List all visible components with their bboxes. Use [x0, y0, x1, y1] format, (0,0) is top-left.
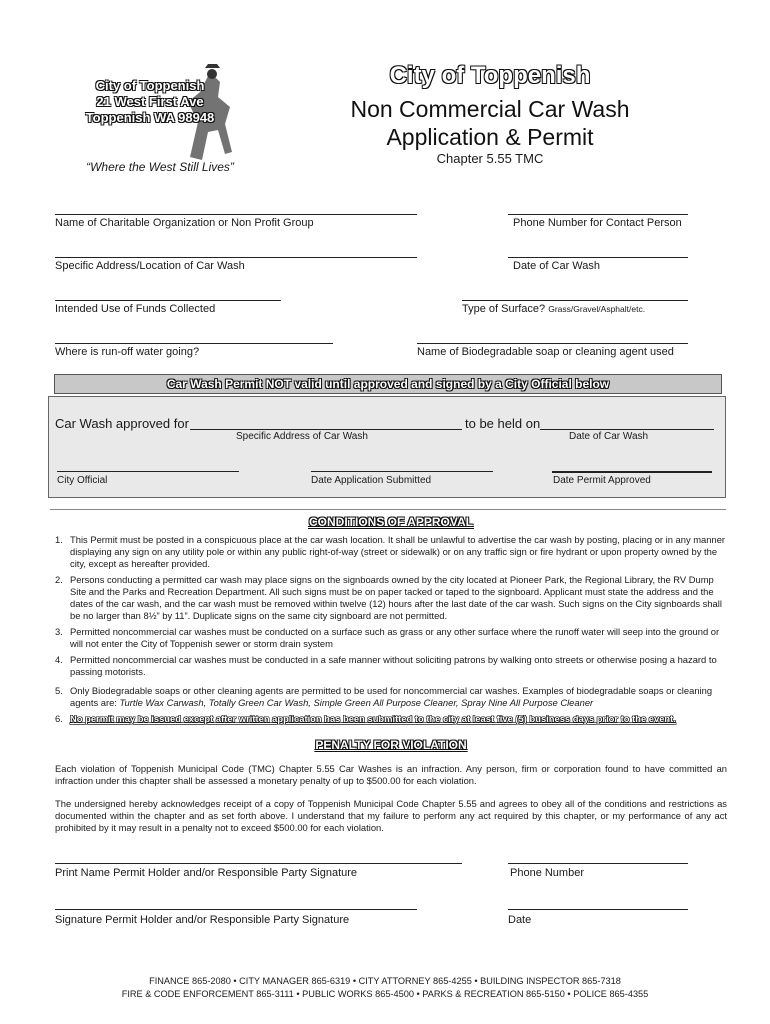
surface-label — [462, 303, 645, 315]
form-title-line-2: Application & Permit — [386, 124, 594, 150]
date-field[interactable] — [508, 257, 688, 258]
condition-number: 1. — [55, 534, 63, 545]
address-line-1: City of Toppenish — [95, 78, 205, 93]
condition-item — [55, 574, 727, 622]
city-official-field[interactable] — [57, 471, 239, 472]
condition-text: This Permit must be posted in a conspicuous place at the car wash location. It shall be unlawful to advertise the car wash by posting, placing or in any manner displaying any sign on any utility pole or within any public right-of-way (street or sidewalk) or on any traffic sign or fire hydrant or upon property owned by the city, except as hereafter provided. — [70, 534, 726, 569]
address-line-3: Toppenish WA 98948 — [85, 110, 215, 125]
condition-item — [55, 626, 727, 650]
runoff-field[interactable] — [55, 343, 333, 344]
approved-address-field[interactable] — [190, 429, 462, 430]
surface-hint: Grass/Gravel/Asphalt/etc. — [548, 304, 646, 314]
phone-number-field[interactable] — [508, 863, 688, 864]
surface-question: Type of Surface? — [462, 303, 546, 315]
section-divider — [50, 509, 726, 510]
condition-text: No permit may be issued except after written application has been submitted to the city at least five (5) business days prior to the event. — [70, 713, 676, 724]
approved-address-label: Specific Address of Car Wash — [236, 431, 368, 442]
address-label: Specific Address/Location of Car Wash — [55, 260, 245, 272]
city-motto: “Where the West Still Lives” — [86, 160, 234, 174]
permit-validity-banner: Car Wash Permit NOT valid until approved and signed by a City Official below — [54, 374, 722, 394]
condition-number: 4. — [55, 654, 63, 665]
date-label: Date of Car Wash — [513, 260, 601, 272]
form-title-line-1: Non Commercial Car Wash — [350, 96, 630, 122]
address-line-2: 21 West First Ave — [96, 94, 204, 109]
org-name-label: Name of Charitable Organization or Non Profit Group — [55, 217, 314, 229]
date-submitted-field[interactable] — [311, 471, 493, 472]
approved-date-field[interactable] — [540, 429, 714, 430]
conditions-heading: CONDITIONS OF APPROVAL — [308, 515, 473, 529]
footer-contacts-line-1: FINANCE 865-2080 • CITY MANAGER 865-6319 • CITY ATTORNEY 865-4255 • BUILDING INSPECTOR 865-7318 — [149, 976, 621, 986]
condition-item — [55, 534, 727, 570]
condition-item — [55, 713, 727, 725]
runoff-label: Where is run-off water going? — [55, 346, 200, 358]
surface-field[interactable] — [462, 300, 688, 301]
date-approved-field[interactable] — [552, 471, 712, 473]
city-title: City of Toppenish — [389, 62, 591, 89]
condition-item — [55, 685, 727, 709]
chapter-reference: Chapter 5.55 TMC — [436, 151, 544, 166]
soap-label: Name of Biodegradable soap or cleaning agent used — [417, 346, 674, 358]
held-on-label: to be held on — [465, 416, 541, 431]
phone-contact-label: Phone Number for Contact Person — [513, 217, 682, 229]
condition-number: 3. — [55, 626, 63, 637]
print-name-label: Print Name Permit Holder and/or Responsible Party Signature — [55, 867, 358, 879]
org-name-field[interactable] — [55, 214, 417, 215]
date-submitted-label: Date Application Submitted — [311, 475, 432, 486]
phone-number-label: Phone Number — [510, 867, 584, 879]
condition-text: Permitted noncommercial car washes must be conducted in a safe manner without soliciting patrons by walking onto streets or otherwise posing a hazard to passing motorists. — [70, 654, 717, 677]
acknowledgement-paragraph: The undersigned hereby acknowledges receipt of a copy of Toppenish Municipal Code Chapter 5.55 and agrees to obey all of the conditions and restrictions as documented within the chapter and as set forth above. I understand that my failure to perform any act required by this chapter, or my performance of any act prohibited by it may result in a penalty not to exceed $500.00 for each violation. — [55, 798, 727, 833]
condition-text-wrap — [70, 685, 727, 709]
soap-field[interactable] — [417, 343, 688, 344]
condition-number: 6. — [55, 713, 63, 724]
soap-examples: Turtle Wax Carwash, Totally Green Car Wash, Simple Green All Purpose Cleaner, Spray Nine All Purpose Cleaner — [119, 697, 594, 708]
condition-text: Permitted noncommercial car washes must be conducted on a surface such as grass or any other surface where the runoff water will seep into the ground or will not enter the City of Toppenish sewer or storm drain system — [70, 626, 720, 649]
approved-date-label: Date of Car Wash — [569, 431, 649, 442]
penalty-heading: PENALTY FOR VIOLATION — [315, 738, 467, 752]
approved-for-label: Car Wash approved for — [55, 416, 189, 431]
condition-text: Only Biodegradable soaps or other cleaning agents are permitted to be used for noncommercial car washes. Examples of biodegradable soaps or cleaning agents are: — [70, 685, 713, 708]
footer-contacts-line-2: FIRE & CODE ENFORCEMENT 865-3111 • PUBLIC WORKS 865-4500 • PARKS & RECREATION 865-5150 • POLICE 865-4355 — [121, 989, 649, 999]
print-name-field[interactable] — [55, 863, 462, 864]
city-official-label: City Official — [57, 475, 108, 486]
signature-date-label: Date — [508, 914, 532, 926]
penalty-paragraph: Each violation of Toppenish Municipal Code (TMC) Chapter 5.55 Car Washes is an infraction. Any person, firm or corporation found to have committed an infraction under this chapter shall be assessed a monetary penalty of up to $500.00 for each violation. — [55, 763, 727, 786]
phone-contact-field[interactable] — [508, 214, 688, 215]
address-field[interactable] — [55, 257, 417, 258]
signature-field[interactable] — [55, 909, 417, 910]
city-address-block — [60, 78, 240, 126]
condition-number: 5. — [55, 685, 63, 696]
funds-use-field[interactable] — [55, 300, 281, 301]
condition-item — [55, 654, 727, 678]
condition-number: 2. — [55, 574, 63, 585]
signature-date-field[interactable] — [508, 909, 688, 910]
condition-text: Persons conducting a permitted car wash may place signs on the signboards owned by the city located at Pioneer Park, the Regional Library, the RV Dump Site and the Parks and Recreation Department. All such signs must be on paper tacked or taped to the signboard. Applicant must state the address and the dates of the car wash, and the car wash must be removed within twelve (12) hours after the last date of the car wash. Such signs on the City signboards shall be no larger than 8½” by 11”. Duplicate signs on the same city signboard are not permitted. — [70, 574, 722, 621]
date-approved-label: Date Permit Approved — [553, 475, 651, 486]
funds-use-label: Intended Use of Funds Collected — [55, 303, 216, 315]
signature-label: Signature Permit Holder and/or Responsible Party Signature — [55, 914, 350, 926]
